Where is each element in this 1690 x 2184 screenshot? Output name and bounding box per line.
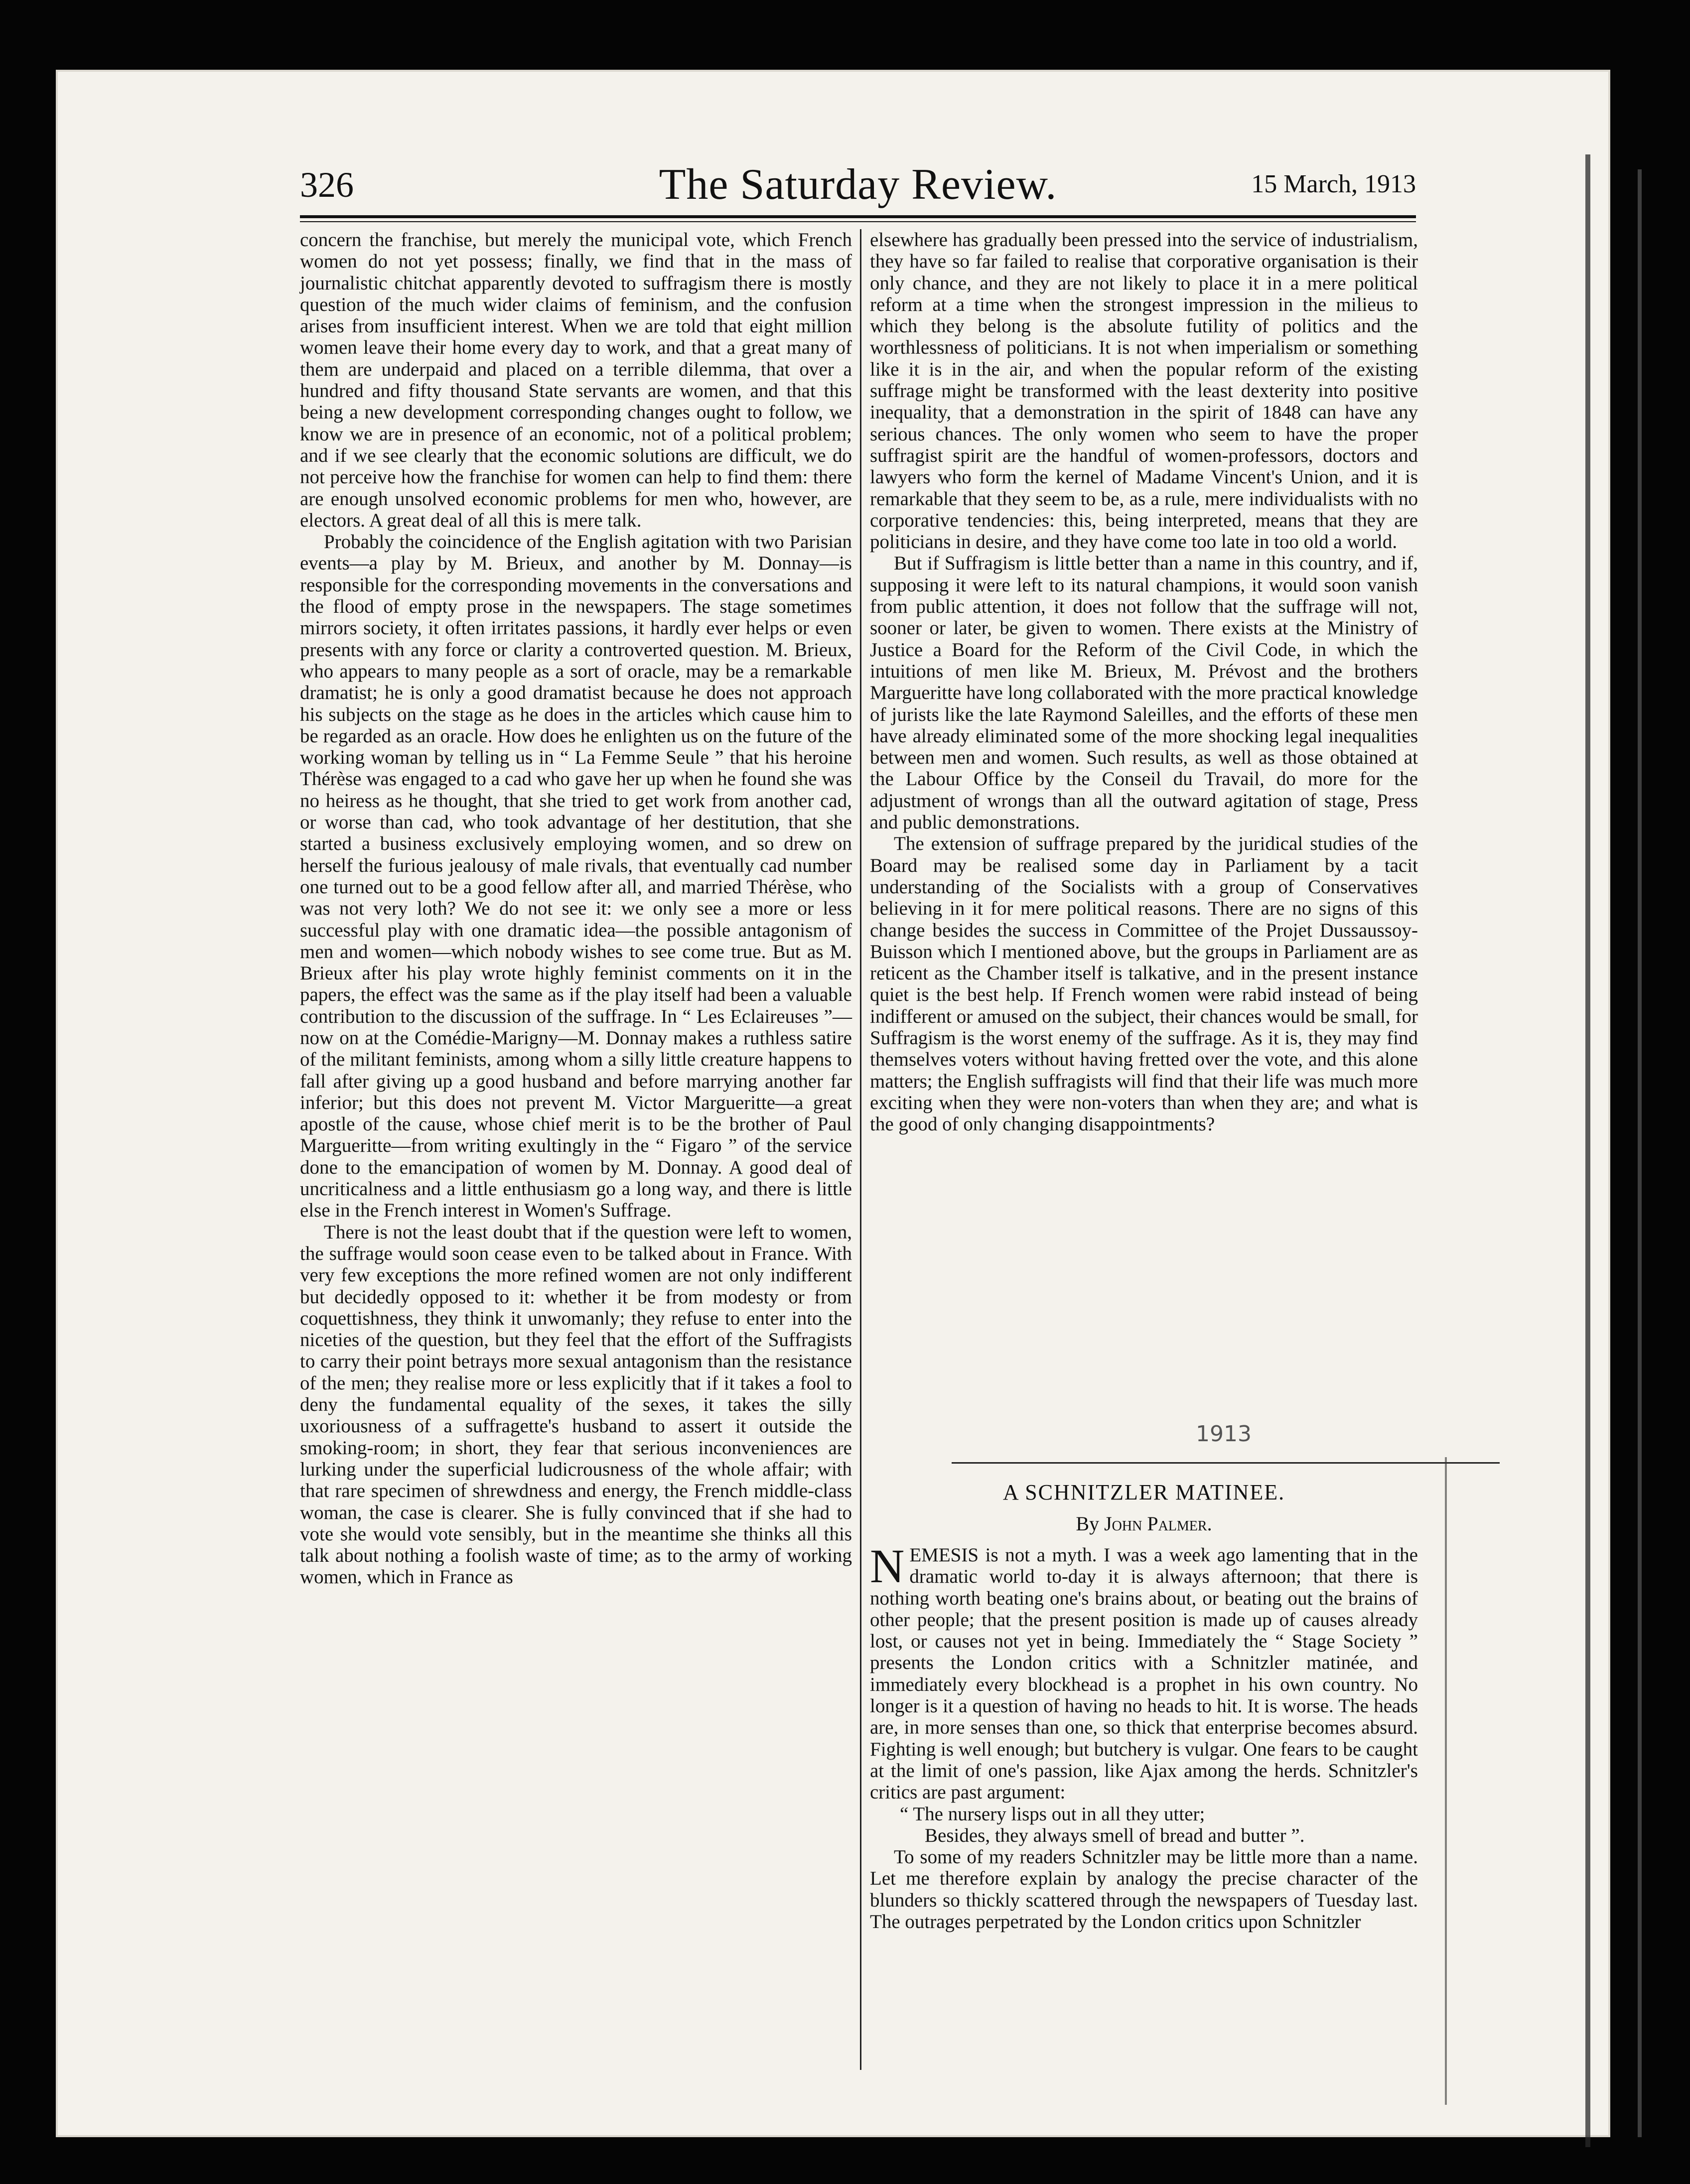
right-column bbox=[870, 229, 1418, 1135]
verse-line-2: Besides, they always smell of bread and butter ”. bbox=[925, 1824, 1305, 1846]
article-headline: A SCHNITZLER MATINEE. bbox=[1002, 1480, 1285, 1504]
drop-cap: N bbox=[870, 1539, 905, 1593]
header-rule-thin bbox=[300, 221, 1416, 222]
left-column bbox=[300, 229, 852, 1588]
column-divider bbox=[860, 229, 861, 2070]
page-edge-shadow bbox=[1638, 169, 1642, 2137]
left-paragraph-2: Probably the coincidence of the English agitation with two Parisian events—a play by M. Brieux, and another by M. Donnay—is responsible for the corresponding movements in the conversations and the flood of empty prose in the newspapers. The stage sometimes mirrors society, it often irritates passions, it hardly ever helps or even presents with any force or clarity a controverted question. M. Brieux, who appears to many people as a sort of oracle, may be a remarkable dramatist; he is only a good dramatist because he does not approach his subjects on the stage as he does in the articles which cause him to be regarded as an oracle. How does he enlighten us on the future of the working woman by telling us in “ La Femme Seule ” that his heroine Thérèse was engaged to a cad who gave her up when he found she was no heiress as he thought, that she tried to get work from another cad, or worse than cad, who took advantage of her destitution, that she started a business exclusively employing women, and so drew on herself the furious jealousy of male rivals, that eventually cad number one turned out to be a good fellow after all, and married Thérèse, who was not very loth? We do not see it: we only see a more or less successful play with one dramatic idea—the possible antagonism of men and women—which nobody wishes to see come true. But as M. Brieux after his play wrote highly feminist comments on it in the papers, the effect was the same as if the play itself had been a valuable contribution to the discussion of the suffrage. In “ Les Eclaireuses ”—now on at the Comédie-Marigny—M. Donnay makes a ruthless satire of the militant feminists, among whom a silly little creature happens to fall after giving up a good husband and before marrying another far inferior; but this does not prevent M. Victor Margueritte—a great apostle of the cause, whose chief merit is to be the brother of Paul Margueritte—from writing exultingly in the “ Figaro ” of the service done to the emancipation of women by M. Donnay. A good deal of uncriticalness and a little enthusiasm go a long way, and there is little else in the French interest in Women's Suffrage. bbox=[300, 531, 852, 1222]
verse-line-1: “ The nursery lisps out in all they utter; bbox=[900, 1803, 1205, 1825]
header-rule bbox=[300, 215, 1416, 218]
right-paragraph-3: The extension of suffrage prepared by the juridical studies of the Board may be realised some day in Parliament by a tacit understanding of the Socialists with a group of Conservatives believing in it for mere political reasons. There are no signs of this change besides the success in Committee of the Projet Dussaussoy-Buisson which I mentioned above, but the groups in Parliament are as reticent as the Chamber itself is talkative, and in the present instance quiet is the best help. If French women were rabid instead of being indifferent or amused on the subject, their chances would be small, for Suffragism is the worst enemy of the suffrage. As it is, they may find themselves voters without having fretted over the vote, and this alone matters; the English suffragists will find that their life was much more exciting when they were non-voters than when they are; and what is the good of only changing disappointments? bbox=[870, 833, 1418, 1135]
page-fold-shadow bbox=[1585, 154, 1590, 2147]
section-divider bbox=[952, 1462, 1500, 1464]
right-paragraph-1: elsewhere has gradually been pressed into the service of industrialism, they have so far failed to realise that corporative organisation is their only chance, and they are not likely to place it in a mere political reform at a time when the strongest impression in the milieus to which they belong is the absolute futility of politics and the worthlessness of politicians. It is not when imperialism or something like it is in the air, and when the popular reform of the existing suffrage might be transformed with the least dexterity into positive inequality, that a demonstration in the spirit of 1848 can have any serious chances. The only women who seem to have the proper suffragist spirit are the handful of women-professors, doctors and lawyers who form the kernel of Madame Vincent's Union, and it is remarkable that they seem to be, as a rule, mere individualists with no corporative tendencies: this, being interpreted, means that they are politicians in desire, and they have come too late in too old a world. bbox=[870, 229, 1418, 553]
pencil-margin-line bbox=[1445, 1457, 1447, 2105]
byline-prefix: By bbox=[1076, 1512, 1100, 1535]
byline-author: John Palmer. bbox=[1104, 1512, 1212, 1535]
page-number: 326 bbox=[300, 165, 354, 205]
right-paragraph-2: But if Suffragism is little better than a name in this country, and if, supposing it were left to its natural champions, it would soon vanish from public attention, it does not follow that the suffrage will not, sooner or later, be given to women. There exists at the Ministry of Justice a Board for the Reform of the Civil Code, in which the intuitions of men like M. Brieux, M. Prévost and the brothers Margueritte have long collaborated with the more practical knowledge of jurists like the late Raymond Saleilles, and the efforts of these men have already eliminated some of the more shocking legal inequalities between men and women. Such results, as well as those obtained at the Labour Office by the Conseil du Travail, do more for the adjustment of wrongs than all the outward agitation of stage, Press and public demonstrations. bbox=[870, 552, 1418, 833]
issue-date: 15 March, 1913 bbox=[1251, 170, 1416, 198]
handwritten-year-annotation: 1913 bbox=[1196, 1421, 1252, 1447]
article-byline bbox=[870, 1512, 1418, 1535]
left-paragraph-3: There is not the least doubt that if the question were left to women, the suffrage would soon cease even to be talked about in France. With very few exceptions the more refined women are not only indifferent but decidedly opposed to it: whether it be from modesty or from coquettishness, they think it unwomanly; they refuse to enter into the niceties of the question, but they feel that the effort of the Suffragists to carry their point betrays more sexual antagonism than the resistance of the men; they realise more or less explicitly that if it takes a fool to deny the fundamental equality of the sexes, it takes the silly uxoriousness of a suffragette's husband to assert it outside the smoking-room; in short, they fear that serious inconveniences are lurking under the superficial ludicrousness of the whole affair; with that rare specimen of shrewdness and energy, the French middle-class woman, the case is clearer. She is fully convinced that if she had to vote she would vote sensibly, but in the meantime she thinks all this talk about nothing a foolish waste of time; as to the army of working women, which in France as bbox=[300, 1221, 852, 1588]
article-paragraph-1-text: EMESIS is not a myth. I was a week ago lamenting that in the dramatic world to-day it is always afternoon; that there is nothing worth beating one's brains about, or beating out the brains of other people; that the present position is made up of causes already lost, or causes not yet in being. Immediately the “ Stage Society ” presents the London critics with a Schnitzler matinée, and immediately every blockhead is a prophet in his own country. No longer is it a question of having no heads to hit. It is worse. The heads are, in more senses than one, so thick that enterprise becomes absurd. Fighting is well enough; but butchery is vulgar. One fears to be caught at the limit of one's passion, like Ajax among the herds. Schnitzler's critics are past argument: bbox=[870, 1544, 1418, 1803]
article-paragraph-1 bbox=[870, 1539, 1418, 1803]
article-paragraph-2: To some of my readers Schnitzler may be little more than a name. Let me therefore explain by analogy the precise character of the blunders so thickly scattered through the newspapers of Tuesday last. The outrages perpetrated by the London critics upon Schnitzler bbox=[870, 1846, 1418, 1933]
masthead bbox=[300, 159, 1416, 214]
journal-title: The Saturday Review. bbox=[659, 160, 1057, 209]
left-paragraph-1: concern the franchise, but merely the municipal vote, which French women do not yet possess; finally, we find that in the mass of journalistic chitchat apparently devoted to suffragism there is mostly question of the much wider claims of feminism, and the confusion arises from insufficient interest. When we are told that eight million women leave their home every day to work, and that a great many of them are underpaid and placed on a terrible dilemma, that over a hundred and fifty thousand State servants are women, and that this being a new development corresponding changes ought to follow, we know we are in presence of an economic, not of a political problem; and if we see clearly that the economic solutions are difficult, we do not perceive how the franchise for women can help to find them: there are enough unsolved economic problems for men who, however, are electors. A great deal of all this is mere talk. bbox=[300, 229, 852, 531]
article-body bbox=[870, 1539, 1418, 1933]
